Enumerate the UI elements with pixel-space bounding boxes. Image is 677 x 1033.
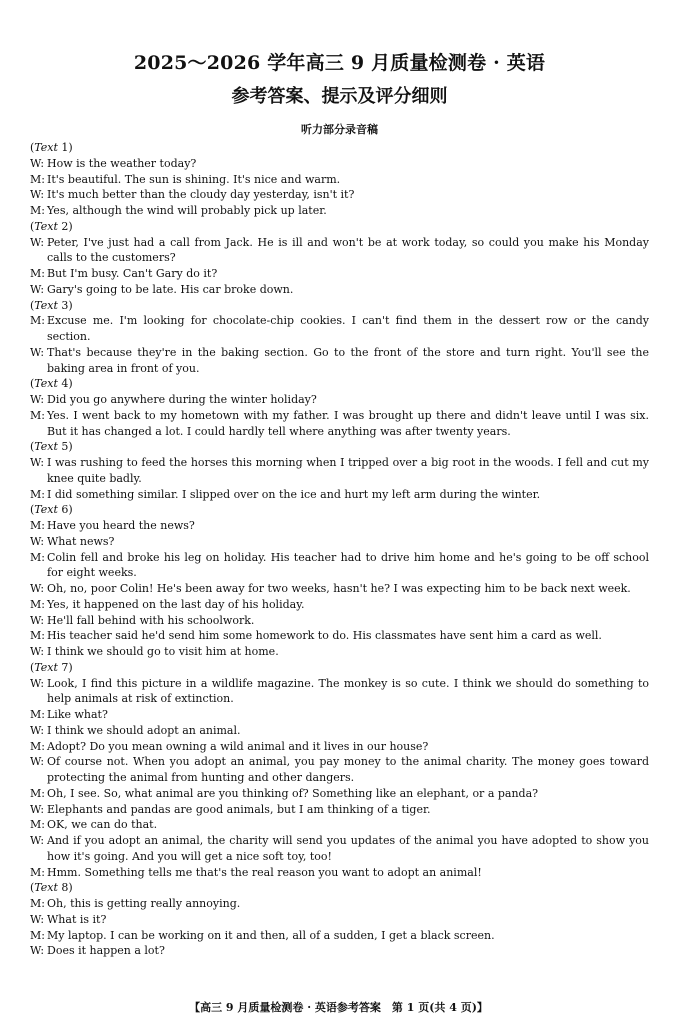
text-label-number: 3) bbox=[57, 298, 73, 312]
dialogue-text: But I'm busy. Can't Gary do it? bbox=[47, 267, 218, 280]
dialogue-line bbox=[30, 723, 649, 739]
text-label-word: Text bbox=[34, 298, 58, 312]
text-label-number: 1) bbox=[57, 141, 73, 154]
page-footer: 【高三 9 月质量检测卷 · 英语参考答案 第 1 页(共 4 页)】 bbox=[189, 1001, 488, 1014]
dialogue-line bbox=[30, 628, 649, 644]
dialogue-text: Have you heard the news? bbox=[47, 519, 195, 532]
speaker-label: M: bbox=[30, 204, 45, 217]
speaker-label: M: bbox=[30, 629, 45, 643]
text-label-open: ( bbox=[30, 503, 35, 517]
speaker-label: W: bbox=[30, 534, 45, 548]
text-label bbox=[30, 376, 649, 392]
dialogue-line bbox=[30, 786, 649, 802]
text-label-open: ( bbox=[30, 219, 35, 233]
dialogue-text: My laptop. I can be working on it and then, all of a sudden, I get a black screen. bbox=[47, 928, 495, 942]
dialogue-text: I think we should adopt an animal. bbox=[47, 723, 241, 737]
transcript bbox=[30, 140, 649, 959]
text-label-open: ( bbox=[30, 440, 35, 454]
dialogue-text: What is it? bbox=[47, 912, 107, 926]
dialogue-text: Did you go anywhere during the winter holiday? bbox=[47, 393, 317, 406]
speaker-label: M: bbox=[30, 786, 45, 800]
dialogue-line bbox=[30, 817, 649, 833]
dialogue-text: Oh, I see. So, what animal are you thinking of? Something like an elephant, or a panda? bbox=[47, 786, 539, 800]
speaker-label: M: bbox=[30, 519, 45, 532]
dialogue-text: It's much better than the cloudy day yesterday, isn't it? bbox=[47, 188, 355, 202]
text-label bbox=[30, 660, 649, 676]
text-label-word: Text bbox=[34, 440, 58, 454]
document-title: 2025～2026 学年高三 9 月质量检测卷 · 英语 bbox=[133, 52, 546, 74]
dialogue-text: How is the weather today? bbox=[47, 156, 197, 170]
text-label-number: 7) bbox=[57, 660, 73, 674]
text-label-open: ( bbox=[30, 298, 35, 312]
dialogue-text: Of course not. When you adopt an animal, you pay money to the animal charity. The money goes toward protecting the animal from hunting and other dangers. bbox=[47, 755, 649, 784]
speaker-label: W: bbox=[30, 723, 45, 737]
speaker-label: W: bbox=[30, 582, 45, 595]
dialogue-line bbox=[30, 943, 649, 959]
speaker-label: M: bbox=[30, 928, 45, 942]
text-label-word: Text bbox=[34, 377, 58, 391]
text-label-number: 6) bbox=[57, 503, 73, 517]
dialogue-text: Gary's going to be late. His car broke down. bbox=[47, 282, 294, 296]
text-label-open: ( bbox=[30, 660, 35, 674]
dialogue-text: I was rushing to feed the horses this morning when I tripped over a big root in the woods. I fell and cut my knee quite badly. bbox=[47, 456, 649, 485]
dialogue-line bbox=[30, 187, 649, 203]
text-label bbox=[30, 140, 649, 156]
text-label-open: ( bbox=[30, 881, 35, 895]
dialogue-line bbox=[30, 707, 649, 723]
text-label-number: 8) bbox=[57, 881, 73, 895]
dialogue-text: Elephants and pandas are good animals, but I am thinking of a tiger. bbox=[47, 802, 431, 816]
dialogue-text: Oh, this is getting really annoying. bbox=[47, 897, 241, 910]
dialogue-line bbox=[30, 345, 649, 377]
speaker-label: M: bbox=[30, 314, 45, 328]
speaker-label: W: bbox=[30, 944, 45, 958]
dialogue-text: Yes, it happened on the last day of his holiday. bbox=[47, 597, 305, 611]
text-label bbox=[30, 298, 649, 314]
text-label-open: ( bbox=[30, 377, 35, 391]
dialogue-line bbox=[30, 172, 649, 188]
dialogue-line bbox=[30, 739, 649, 755]
dialogue-line bbox=[30, 534, 649, 550]
dialogue-text: He'll fall behind with his schoolwork. bbox=[47, 613, 255, 627]
speaker-label: W: bbox=[30, 755, 45, 769]
text-label-word: Text bbox=[34, 660, 58, 674]
dialogue-text: OK, we can do that. bbox=[47, 818, 158, 832]
speaker-label: M: bbox=[30, 865, 45, 879]
dialogue-line bbox=[30, 156, 649, 172]
dialogue-line bbox=[30, 833, 649, 865]
dialogue-text: Colin fell and broke his leg on holiday. His teacher had to drive him home and he's going to be off school for eight weeks. bbox=[47, 550, 649, 580]
speaker-label: W: bbox=[30, 834, 45, 847]
dialogue-line bbox=[30, 802, 649, 818]
dialogue-text: And if you adopt an animal, the charity will send you updates of the animal you have adopted to show you how it's going. And you will get a nice soft toy, too! bbox=[47, 834, 649, 863]
dialogue-line bbox=[30, 550, 649, 582]
dialogue-line bbox=[30, 282, 649, 298]
dialogue-text: Does it happen a lot? bbox=[47, 944, 165, 958]
document-subtitle: 参考答案、提示及评分细则 bbox=[231, 86, 448, 107]
section-title: 听力部分录音稿 bbox=[301, 123, 378, 136]
dialogue-line bbox=[30, 518, 649, 534]
text-label-number: 4) bbox=[57, 377, 73, 391]
text-label-open: ( bbox=[30, 141, 35, 154]
speaker-label: M: bbox=[30, 897, 45, 910]
text-label-word: Text bbox=[34, 219, 58, 233]
dialogue-line bbox=[30, 313, 649, 345]
dialogue-line bbox=[30, 896, 649, 912]
dialogue-text: Like what? bbox=[47, 708, 108, 721]
text-label bbox=[30, 502, 649, 518]
text-label-word: Text bbox=[34, 881, 58, 895]
dialogue-line bbox=[30, 865, 649, 881]
speaker-label: W: bbox=[30, 235, 45, 249]
speaker-label: M: bbox=[30, 172, 45, 186]
dialogue-text: I did something similar. I slipped over on the ice and hurt my left arm during the winter. bbox=[47, 487, 541, 501]
dialogue-text: Yes. I went back to my hometown with my father. I was brought up there and didn't leave until I was six. But it has changed a lot. I could hardly tell where anything was after twenty years. bbox=[47, 408, 649, 438]
dialogue-line bbox=[30, 676, 649, 708]
dialogue-text: Hmm. Something tells me that's the real reason you want to adopt an animal! bbox=[47, 865, 482, 879]
speaker-label: M: bbox=[30, 487, 45, 501]
text-label-number: 2) bbox=[57, 219, 73, 233]
dialogue-text: Adopt? Do you mean owning a wild animal and it lives in our house? bbox=[47, 739, 429, 753]
speaker-label: W: bbox=[30, 912, 45, 926]
speaker-label: M: bbox=[30, 597, 45, 611]
dialogue-line bbox=[30, 928, 649, 944]
text-label bbox=[30, 439, 649, 455]
speaker-label: W: bbox=[30, 645, 45, 658]
speaker-label: M: bbox=[30, 550, 45, 564]
dialogue-text: Look, I find this picture in a wildlife magazine. The monkey is so cute. I think we should do something to help animals at risk of extinction. bbox=[47, 676, 649, 706]
dialogue-line bbox=[30, 597, 649, 613]
dialogue-text: Excuse me. I'm looking for chocolate-chip cookies. I can't find them in the dessert row or the candy section. bbox=[47, 314, 649, 343]
speaker-label: M: bbox=[30, 267, 45, 280]
speaker-label: M: bbox=[30, 739, 45, 753]
speaker-label: M: bbox=[30, 408, 45, 422]
speaker-label: W: bbox=[30, 802, 45, 816]
dialogue-line bbox=[30, 912, 649, 928]
speaker-label: W: bbox=[30, 156, 45, 170]
dialogue-line bbox=[30, 392, 649, 408]
speaker-label: W: bbox=[30, 613, 45, 627]
speaker-label: W: bbox=[30, 282, 45, 296]
speaker-label: W: bbox=[30, 393, 45, 406]
speaker-label: W: bbox=[30, 188, 45, 202]
text-label bbox=[30, 880, 649, 896]
dialogue-text: It's beautiful. The sun is shining. It's nice and warm. bbox=[47, 172, 341, 186]
speaker-label: M: bbox=[30, 818, 45, 832]
dialogue-text: Peter, I've just had a call from Jack. He is ill and won't be at work today, so could you make his Monday calls to the customers? bbox=[47, 235, 649, 265]
dialogue-line bbox=[30, 644, 649, 660]
dialogue-line bbox=[30, 613, 649, 629]
text-label-word: Text bbox=[34, 503, 58, 517]
dialogue-line bbox=[30, 203, 649, 219]
text-label-number: 5) bbox=[57, 440, 73, 454]
dialogue-text: Oh, no, poor Colin! He's been away for two weeks, hasn't he? I was expecting him to be back next week. bbox=[47, 582, 631, 595]
dialogue-text: What news? bbox=[47, 534, 115, 548]
dialogue-line bbox=[30, 235, 649, 267]
dialogue-line bbox=[30, 581, 649, 597]
dialogue-line bbox=[30, 455, 649, 487]
dialogue-text: Yes, although the wind will probably pick up later. bbox=[47, 204, 327, 217]
text-label bbox=[30, 219, 649, 235]
dialogue-line bbox=[30, 408, 649, 440]
speaker-label: W: bbox=[30, 676, 45, 690]
dialogue-line bbox=[30, 487, 649, 503]
dialogue-text: I think we should go to visit him at home. bbox=[47, 645, 279, 658]
speaker-label: W: bbox=[30, 345, 45, 359]
speaker-label: M: bbox=[30, 708, 45, 721]
speaker-label: W: bbox=[30, 456, 45, 469]
text-label-word: Text bbox=[34, 141, 58, 154]
dialogue-line bbox=[30, 266, 649, 282]
dialogue-text: That's because they're in the baking section. Go to the front of the store and turn right. You'll see the baking area in front of you. bbox=[47, 345, 649, 375]
dialogue-text: His teacher said he'd send him some homework to do. His classmates have sent him a card as well. bbox=[47, 629, 602, 643]
dialogue-line bbox=[30, 754, 649, 786]
